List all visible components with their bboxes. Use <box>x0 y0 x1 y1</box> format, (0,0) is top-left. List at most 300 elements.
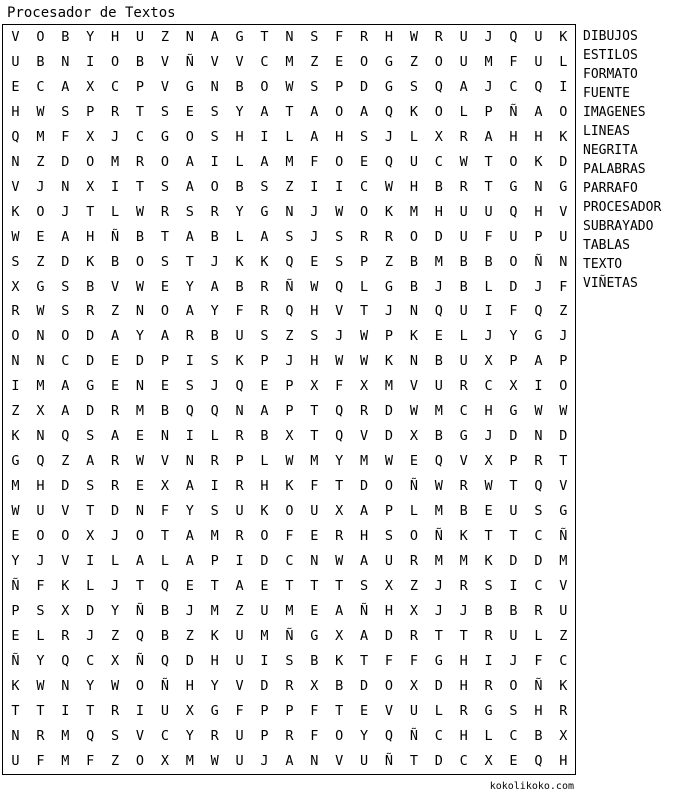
grid-cell[interactable]: R <box>360 403 369 420</box>
grid-cell[interactable]: M <box>285 602 294 619</box>
grid-cell[interactable]: R <box>235 478 244 495</box>
grid-cell[interactable]: L <box>160 552 169 569</box>
grid-cell[interactable]: B <box>111 253 120 270</box>
grid-cell[interactable]: V <box>160 453 169 470</box>
grid-cell[interactable]: B <box>484 253 493 270</box>
grid-cell[interactable]: B <box>235 278 244 295</box>
grid-cell[interactable]: R <box>384 228 394 245</box>
grid-cell[interactable]: Z <box>384 253 394 270</box>
grid-cell[interactable]: R <box>484 677 493 694</box>
grid-cell[interactable]: R <box>111 478 120 495</box>
grid-cell[interactable]: J <box>111 528 120 544</box>
grid-cell[interactable]: Q <box>434 453 443 470</box>
grid-cell[interactable]: A <box>360 503 369 520</box>
grid-cell[interactable]: G <box>11 453 20 470</box>
grid-cell[interactable]: O <box>11 328 20 345</box>
grid-cell[interactable]: B <box>86 278 95 295</box>
grid-cell[interactable]: S <box>310 328 319 345</box>
grid-cell[interactable]: D <box>111 503 120 520</box>
grid-cell[interactable]: H <box>86 228 95 245</box>
grid-cell[interactable]: H <box>484 403 493 420</box>
grid-cell[interactable]: V <box>335 752 344 769</box>
grid-cell[interactable]: S <box>310 78 319 95</box>
grid-cell[interactable]: S <box>360 128 369 145</box>
grid-cell[interactable]: S <box>210 103 219 120</box>
grid-cell[interactable]: P <box>135 78 145 95</box>
grid-cell[interactable]: Ñ <box>434 528 443 544</box>
grid-cell[interactable]: L <box>459 328 468 345</box>
grid-cell[interactable]: N <box>534 178 543 195</box>
grid-cell[interactable]: S <box>384 528 394 544</box>
grid-cell[interactable]: G <box>235 29 244 45</box>
grid-cell[interactable]: U <box>235 727 244 744</box>
grid-cell[interactable]: J <box>484 428 493 445</box>
grid-cell[interactable]: Z <box>285 178 294 195</box>
grid-cell[interactable]: R <box>434 29 443 45</box>
grid-cell[interactable]: P <box>335 78 344 95</box>
grid-cell[interactable]: F <box>335 378 344 395</box>
grid-cell[interactable]: O <box>86 153 95 170</box>
grid-cell[interactable]: K <box>409 328 418 345</box>
grid-cell[interactable]: Ñ <box>285 278 294 295</box>
grid-cell[interactable]: E <box>160 278 169 295</box>
grid-cell[interactable]: O <box>409 528 418 544</box>
grid-cell[interactable]: O <box>160 153 169 170</box>
grid-cell[interactable]: I <box>484 303 493 320</box>
grid-cell[interactable]: E <box>260 378 269 395</box>
grid-cell[interactable]: X <box>559 727 568 744</box>
grid-cell[interactable]: X <box>86 128 95 145</box>
grid-cell[interactable]: J <box>310 228 319 245</box>
grid-cell[interactable]: J <box>86 627 95 644</box>
grid-cell[interactable]: R <box>210 453 219 470</box>
grid-cell[interactable]: W <box>534 403 543 420</box>
grid-cell[interactable]: Y <box>210 677 219 694</box>
grid-cell[interactable]: T <box>409 752 418 769</box>
grid-cell[interactable]: Y <box>235 203 244 220</box>
grid-cell[interactable]: G <box>36 278 45 295</box>
grid-cell[interactable]: I <box>235 552 244 569</box>
grid-cell[interactable]: G <box>509 403 518 420</box>
grid-cell[interactable]: U <box>384 552 394 569</box>
grid-cell[interactable]: L <box>409 128 418 145</box>
grid-cell[interactable]: I <box>559 78 568 95</box>
grid-cell[interactable]: A <box>61 78 70 95</box>
grid-cell[interactable]: U <box>459 203 468 220</box>
grid-cell[interactable]: K <box>210 627 219 644</box>
grid-cell[interactable]: S <box>509 702 518 719</box>
grid-cell[interactable]: Ñ <box>11 652 20 669</box>
grid-cell[interactable]: X <box>434 128 443 145</box>
grid-cell[interactable]: H <box>235 128 244 145</box>
grid-cell[interactable]: Q <box>335 278 344 295</box>
grid-cell[interactable]: W <box>335 203 344 220</box>
grid-cell[interactable]: Q <box>335 403 344 420</box>
grid-cell[interactable]: J <box>61 203 70 220</box>
grid-cell[interactable]: C <box>360 178 369 195</box>
grid-cell[interactable]: Q <box>534 303 543 320</box>
grid-cell[interactable]: R <box>360 228 369 245</box>
grid-cell[interactable]: J <box>484 78 493 95</box>
grid-cell[interactable]: E <box>36 228 45 245</box>
grid-cell[interactable]: M <box>135 403 145 420</box>
grid-cell[interactable]: I <box>185 353 194 370</box>
grid-cell[interactable]: D <box>434 677 443 694</box>
grid-cell[interactable]: J <box>484 29 493 45</box>
grid-cell[interactable]: U <box>509 503 518 520</box>
grid-cell[interactable]: A <box>210 29 219 45</box>
grid-cell[interactable]: U <box>409 153 418 170</box>
grid-cell[interactable]: E <box>360 702 369 719</box>
grid-cell[interactable]: N <box>135 378 145 395</box>
grid-cell[interactable]: G <box>559 503 568 520</box>
grid-cell[interactable]: Z <box>285 328 294 345</box>
grid-cell[interactable]: K <box>459 528 468 544</box>
grid-cell[interactable]: S <box>160 253 169 270</box>
grid-cell[interactable]: A <box>86 453 95 470</box>
grid-cell[interactable]: J <box>434 278 443 295</box>
grid-cell[interactable]: F <box>36 577 45 594</box>
grid-cell[interactable]: D <box>86 353 95 370</box>
grid-cell[interactable]: C <box>36 78 45 95</box>
grid-cell[interactable]: T <box>335 577 344 594</box>
grid-cell[interactable]: Z <box>160 29 169 45</box>
grid-cell[interactable]: H <box>459 652 468 669</box>
grid-cell[interactable]: S <box>160 178 169 195</box>
grid-cell[interactable]: C <box>434 153 443 170</box>
grid-cell[interactable]: E <box>111 378 120 395</box>
grid-cell[interactable]: D <box>360 478 369 495</box>
grid-cell[interactable]: T <box>559 453 568 470</box>
grid-cell[interactable]: M <box>61 727 70 744</box>
grid-cell[interactable]: Q <box>384 153 394 170</box>
grid-cell[interactable]: X <box>509 378 518 395</box>
grid-cell[interactable]: D <box>509 278 518 295</box>
grid-cell[interactable]: N <box>210 78 219 95</box>
grid-cell[interactable]: T <box>459 627 468 644</box>
grid-cell[interactable]: Y <box>11 552 20 569</box>
grid-cell[interactable]: P <box>235 453 244 470</box>
grid-cell[interactable]: C <box>434 727 443 744</box>
grid-cell[interactable]: B <box>235 78 244 95</box>
grid-cell[interactable]: O <box>285 503 294 520</box>
grid-cell[interactable]: B <box>534 727 543 744</box>
grid-cell[interactable]: T <box>335 478 344 495</box>
grid-cell[interactable]: G <box>434 652 443 669</box>
grid-cell[interactable]: Q <box>11 128 20 145</box>
grid-cell[interactable]: R <box>409 552 418 569</box>
grid-cell[interactable]: J <box>285 353 294 370</box>
grid-cell[interactable]: A <box>484 128 493 145</box>
grid-cell[interactable]: Z <box>409 577 418 594</box>
grid-cell[interactable]: I <box>335 178 344 195</box>
grid-cell[interactable]: N <box>11 153 20 170</box>
grid-cell[interactable]: V <box>409 378 418 395</box>
grid-cell[interactable]: Ñ <box>509 103 518 120</box>
grid-cell[interactable]: J <box>260 752 269 769</box>
grid-cell[interactable]: U <box>235 503 244 520</box>
grid-cell[interactable]: T <box>484 528 493 544</box>
grid-cell[interactable]: B <box>260 428 269 445</box>
grid-cell[interactable]: H <box>534 203 543 220</box>
grid-cell[interactable]: R <box>559 702 568 719</box>
grid-cell[interactable]: N <box>285 203 294 220</box>
grid-cell[interactable]: M <box>559 552 568 569</box>
grid-cell[interactable]: C <box>534 577 543 594</box>
grid-cell[interactable]: F <box>61 128 70 145</box>
grid-cell[interactable]: B <box>160 602 169 619</box>
grid-cell[interactable]: R <box>409 627 418 644</box>
grid-cell[interactable]: O <box>210 178 219 195</box>
grid-cell[interactable]: Z <box>36 253 45 270</box>
grid-cell[interactable]: W <box>409 403 418 420</box>
grid-cell[interactable]: V <box>61 552 70 569</box>
grid-cell[interactable]: I <box>111 178 120 195</box>
grid-cell[interactable]: Y <box>185 503 194 520</box>
grid-cell[interactable]: R <box>260 278 269 295</box>
grid-cell[interactable]: N <box>235 403 244 420</box>
grid-cell[interactable]: P <box>160 353 169 370</box>
grid-cell[interactable]: H <box>310 353 319 370</box>
grid-cell[interactable]: Z <box>61 453 70 470</box>
grid-cell[interactable]: A <box>459 78 468 95</box>
grid-cell[interactable]: X <box>335 627 344 644</box>
grid-cell[interactable]: U <box>36 503 45 520</box>
grid-cell[interactable]: K <box>285 478 294 495</box>
grid-cell[interactable]: S <box>185 203 194 220</box>
grid-cell[interactable]: B <box>409 253 418 270</box>
grid-cell[interactable]: K <box>384 203 394 220</box>
grid-cell[interactable]: Q <box>285 303 294 320</box>
grid-cell[interactable]: U <box>235 328 244 345</box>
grid-cell[interactable]: I <box>310 178 319 195</box>
grid-cell[interactable]: R <box>459 577 468 594</box>
grid-cell[interactable]: P <box>484 103 493 120</box>
grid-cell[interactable]: L <box>360 278 369 295</box>
grid-cell[interactable]: C <box>61 353 70 370</box>
grid-cell[interactable]: X <box>384 577 394 594</box>
grid-cell[interactable]: F <box>310 702 319 719</box>
grid-cell[interactable]: F <box>86 752 95 769</box>
grid-cell[interactable]: F <box>559 278 568 295</box>
grid-cell[interactable]: I <box>61 702 70 719</box>
grid-cell[interactable]: R <box>235 428 244 445</box>
grid-cell[interactable]: U <box>459 29 468 45</box>
grid-cell[interactable]: H <box>384 602 394 619</box>
grid-cell[interactable]: N <box>409 303 418 320</box>
grid-cell[interactable]: X <box>360 378 369 395</box>
grid-cell[interactable]: W <box>484 478 493 495</box>
grid-cell[interactable]: S <box>61 278 70 295</box>
grid-cell[interactable]: K <box>86 253 95 270</box>
grid-cell[interactable]: A <box>534 103 543 120</box>
grid-cell[interactable]: U <box>509 627 518 644</box>
grid-cell[interactable]: U <box>260 602 269 619</box>
grid-cell[interactable]: T <box>135 103 145 120</box>
grid-cell[interactable]: R <box>111 403 120 420</box>
grid-cell[interactable]: R <box>335 528 344 544</box>
grid-cell[interactable]: T <box>160 228 169 245</box>
grid-cell[interactable]: R <box>86 303 95 320</box>
grid-cell[interactable]: J <box>509 652 518 669</box>
grid-cell[interactable]: L <box>36 627 45 644</box>
grid-cell[interactable]: X <box>111 652 120 669</box>
grid-cell[interactable]: R <box>61 627 70 644</box>
grid-cell[interactable]: G <box>310 627 319 644</box>
grid-cell[interactable]: E <box>135 428 145 445</box>
grid-cell[interactable]: J <box>384 128 394 145</box>
grid-cell[interactable]: N <box>285 29 294 45</box>
grid-cell[interactable]: J <box>559 328 568 345</box>
grid-cell[interactable]: O <box>135 528 145 544</box>
grid-cell[interactable]: B <box>135 228 145 245</box>
grid-cell[interactable]: W <box>310 278 319 295</box>
grid-cell[interactable]: W <box>360 328 369 345</box>
grid-cell[interactable]: D <box>86 403 95 420</box>
grid-cell[interactable]: Q <box>534 78 543 95</box>
grid-cell[interactable]: T <box>310 428 319 445</box>
grid-cell[interactable]: A <box>160 328 169 345</box>
grid-cell[interactable]: E <box>135 478 145 495</box>
grid-cell[interactable]: Q <box>210 403 219 420</box>
grid-cell[interactable]: Ñ <box>11 577 20 594</box>
grid-cell[interactable]: R <box>135 153 145 170</box>
grid-cell[interactable]: O <box>335 153 344 170</box>
grid-cell[interactable]: P <box>260 353 269 370</box>
grid-cell[interactable]: F <box>235 303 244 320</box>
grid-cell[interactable]: G <box>210 702 219 719</box>
grid-cell[interactable]: K <box>484 552 493 569</box>
grid-cell[interactable]: N <box>185 453 194 470</box>
grid-cell[interactable]: T <box>434 627 443 644</box>
grid-cell[interactable]: L <box>210 428 219 445</box>
grid-cell[interactable]: T <box>210 577 219 594</box>
grid-cell[interactable]: W <box>135 278 145 295</box>
grid-cell[interactable]: A <box>310 103 319 120</box>
grid-cell[interactable]: Z <box>409 53 418 70</box>
grid-cell[interactable]: U <box>559 228 568 245</box>
grid-cell[interactable]: O <box>36 528 45 544</box>
grid-cell[interactable]: L <box>86 577 95 594</box>
grid-cell[interactable]: U <box>534 29 543 45</box>
grid-cell[interactable]: R <box>260 303 269 320</box>
grid-cell[interactable]: O <box>36 203 45 220</box>
grid-cell[interactable]: H <box>534 128 543 145</box>
grid-cell[interactable]: U <box>235 652 244 669</box>
grid-cell[interactable]: J <box>185 602 194 619</box>
grid-cell[interactable]: P <box>534 228 543 245</box>
grid-cell[interactable]: Y <box>86 677 95 694</box>
grid-cell[interactable]: D <box>559 428 568 445</box>
grid-cell[interactable]: Ñ <box>534 253 543 270</box>
grid-cell[interactable]: G <box>509 178 518 195</box>
grid-cell[interactable]: B <box>135 53 145 70</box>
grid-cell[interactable]: B <box>409 278 418 295</box>
grid-cell[interactable]: Y <box>210 303 219 320</box>
grid-cell[interactable]: X <box>484 453 493 470</box>
grid-cell[interactable]: W <box>11 503 20 520</box>
grid-cell[interactable]: M <box>434 403 443 420</box>
grid-cell[interactable]: G <box>185 78 194 95</box>
grid-cell[interactable]: H <box>434 203 443 220</box>
grid-cell[interactable]: Z <box>36 153 45 170</box>
grid-cell[interactable]: K <box>260 503 269 520</box>
grid-cell[interactable]: Z <box>111 627 120 644</box>
grid-cell[interactable]: H <box>111 29 120 45</box>
grid-cell[interactable]: Q <box>534 752 543 769</box>
grid-cell[interactable]: E <box>11 78 20 95</box>
grid-cell[interactable]: W <box>36 677 45 694</box>
grid-cell[interactable]: A <box>185 178 194 195</box>
grid-cell[interactable]: T <box>260 29 269 45</box>
grid-cell[interactable]: P <box>285 403 294 420</box>
grid-cell[interactable]: A <box>360 627 369 644</box>
grid-cell[interactable]: H <box>11 103 20 120</box>
grid-cell[interactable]: M <box>434 253 443 270</box>
grid-cell[interactable]: R <box>459 702 468 719</box>
grid-cell[interactable]: F <box>36 752 45 769</box>
grid-cell[interactable]: S <box>210 353 219 370</box>
grid-cell[interactable]: I <box>210 478 219 495</box>
grid-cell[interactable]: B <box>36 53 45 70</box>
grid-cell[interactable]: D <box>260 677 269 694</box>
grid-cell[interactable]: N <box>61 53 70 70</box>
grid-cell[interactable]: R <box>111 453 120 470</box>
grid-cell[interactable]: O <box>509 253 518 270</box>
grid-cell[interactable]: C <box>459 403 468 420</box>
grid-cell[interactable]: L <box>111 552 120 569</box>
grid-cell[interactable]: G <box>534 328 543 345</box>
grid-cell[interactable]: V <box>459 453 468 470</box>
grid-cell[interactable]: N <box>36 428 45 445</box>
grid-cell[interactable]: E <box>185 577 194 594</box>
grid-cell[interactable]: M <box>434 503 443 520</box>
grid-cell[interactable]: H <box>534 702 543 719</box>
grid-cell[interactable]: J <box>384 303 394 320</box>
grid-cell[interactable]: D <box>86 602 95 619</box>
grid-cell[interactable]: O <box>409 228 418 245</box>
grid-cell[interactable]: I <box>484 652 493 669</box>
grid-cell[interactable]: O <box>160 303 169 320</box>
grid-cell[interactable]: X <box>409 428 418 445</box>
grid-cell[interactable]: S <box>86 478 95 495</box>
grid-cell[interactable]: K <box>11 677 20 694</box>
grid-cell[interactable]: U <box>434 378 443 395</box>
grid-cell[interactable]: J <box>534 278 543 295</box>
grid-cell[interactable]: J <box>310 203 319 220</box>
grid-cell[interactable]: B <box>210 228 219 245</box>
grid-cell[interactable]: E <box>11 627 20 644</box>
grid-cell[interactable]: E <box>310 253 319 270</box>
grid-cell[interactable]: T <box>360 303 369 320</box>
grid-cell[interactable]: Ñ <box>409 478 418 495</box>
grid-cell[interactable]: O <box>135 253 145 270</box>
grid-cell[interactable]: V <box>384 702 394 719</box>
grid-cell[interactable]: W <box>459 153 468 170</box>
grid-cell[interactable]: Y <box>509 328 518 345</box>
grid-cell[interactable]: W <box>335 353 344 370</box>
grid-cell[interactable]: T <box>285 103 294 120</box>
grid-cell[interactable]: H <box>210 652 219 669</box>
grid-cell[interactable]: O <box>559 378 568 395</box>
grid-cell[interactable]: O <box>36 29 45 45</box>
grid-cell[interactable]: X <box>310 378 319 395</box>
grid-cell[interactable]: W <box>285 453 294 470</box>
grid-cell[interactable]: J <box>111 128 120 145</box>
grid-cell[interactable]: R <box>11 303 20 320</box>
grid-cell[interactable]: B <box>235 178 244 195</box>
grid-cell[interactable]: X <box>310 677 319 694</box>
